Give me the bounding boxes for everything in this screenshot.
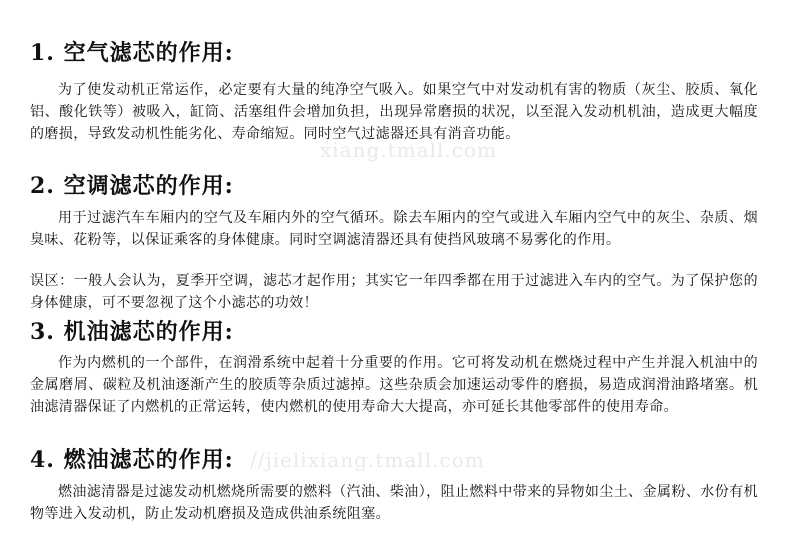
- section-paragraph: 作为内燃机的一个部件，在润滑系统中起着十分重要的作用。它可将发动机在燃烧过程中产生并混入机油中的金属磨屑、碳粒及机油逐渐产生的胶质等杂质过滤掉。这些杂质会加速运动零件的磨损，易造成润滑油路堵塞。机油滤清器保证了内燃机的正常运转，使内燃机的使用寿命大大提高，亦可延长其他零部件的使用寿命。: [30, 355, 758, 415]
- section-heading-oil-filter: 3. 机油滤芯的作用:: [30, 319, 234, 345]
- section-paragraph: 用于过滤汽车车厢内的空气及车厢内外的空气循环。除去车厢内的空气或进入车厢内空气中的灰尘、杂质、烟臭味、花粉等，以保证乘客的身体健康。同时空调滤清器还具有使挡风玻璃不易雾化的作用。: [30, 210, 758, 248]
- section-paragraph: 燃油滤清器是过滤发动机燃烧所需要的燃料（汽油、柴油），阻止燃料中带来的异物如尘土、金属粉、水份有机物等进入发动机，防止发动机磨损及造成供油系统阻塞。: [30, 484, 758, 522]
- section-note: 误区：一般人会认为，夏季开空调，滤芯才起作用；其实它一年四季都在用于过滤进入车内的空气。为了保护您的身体健康，可不要忽视了这个小滤芯的功效！: [30, 273, 758, 311]
- watermark-text: xiang.tmall.com: [320, 138, 497, 162]
- section-heading-fuel-filter: 4. 燃油滤芯的作用:: [30, 447, 234, 473]
- section-heading-air-filter: 1. 空气滤芯的作用:: [30, 40, 234, 66]
- section-paragraph: 为了使发动机正常运作，必定要有大量的纯净空气吸入。如果空气中对发动机有害的物质（灰尘、胶质、氧化铝、酸化铁等）被吸入，缸筒、活塞组件会增加负担，出现异常磨损的状况，以至混入发动机机油，造成更大幅度的磨损，导致发动机性能劣化、寿命缩短。同时空气过滤器还具有消音功能。: [30, 82, 758, 142]
- section-heading-ac-filter: 2. 空调滤芯的作用:: [30, 173, 234, 199]
- watermark-text: //jielixiang.tmall.com: [250, 448, 485, 472]
